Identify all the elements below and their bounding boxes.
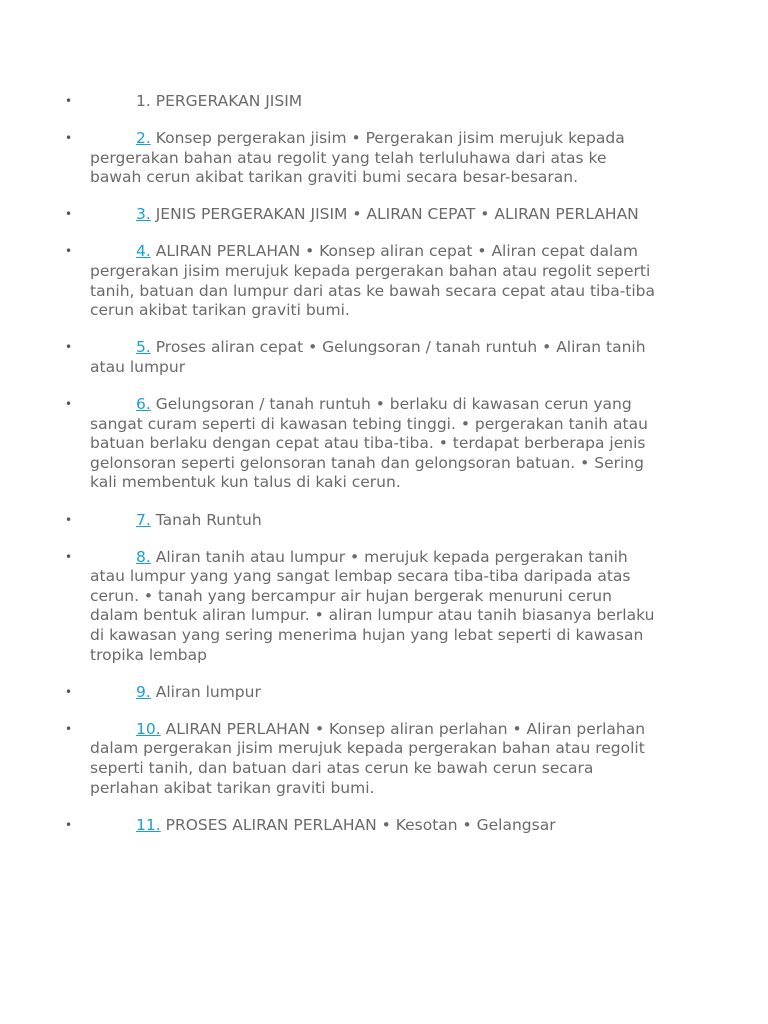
list-item <box>0 683 662 703</box>
slide-number-link[interactable]: 9. <box>136 682 151 701</box>
slide-number-link[interactable]: 5. <box>136 338 151 357</box>
bullet-icon: • <box>65 549 73 564</box>
slide-number-link[interactable]: 4. <box>136 242 151 261</box>
slide-text: Aliran tanih atau lumpur • merujuk kepada pergerakan tanih atau lumpur yang yang sangat lembap secara tiba-tiba daripada atas cerun. • tanah yang bercampur air hujan bergerak menuruni cerun dalam bentuk aliran lumpur. • aliran lumpur atau tanih biasanya berlaku di kawasan yang sering menerima hujan yang lebat seperti di kawasan tropika lembap <box>90 547 655 664</box>
bullet-icon: • <box>65 207 73 222</box>
bullet-icon: • <box>65 397 73 412</box>
slide-number: 1. <box>136 92 151 110</box>
list-item <box>0 720 662 798</box>
list-item <box>0 242 662 320</box>
slide-number-link[interactable]: 11. <box>136 815 161 834</box>
bullet-icon: • <box>65 721 73 736</box>
list-item <box>0 548 662 666</box>
list-item <box>0 816 662 836</box>
slide-number-link[interactable]: 8. <box>136 547 151 566</box>
slide-number-link[interactable]: 6. <box>136 395 151 414</box>
list-item <box>0 92 662 112</box>
bullet-icon: • <box>65 131 73 146</box>
list-item <box>0 395 662 493</box>
slide-text: Gelungsoran / tanah runtuh • berlaku di kawasan cerun yang sangat curam seperti di kawasan tebing tinggi. • pergerakan tanih atau batuan berlaku dengan cepat atau tiba-tiba. • terdapat berberapa jenis gelonsoran seperti gelonsoran tanah dan gelongsoran batuan. • Sering kali membentuk kun talus di kaki cerun. <box>90 395 648 492</box>
slide-number-link[interactable]: 10. <box>136 719 161 738</box>
bullet-icon: • <box>65 817 73 832</box>
list-item <box>0 205 662 225</box>
slide-text: JENIS PERGERAKAN JISIM • ALIRAN CEPAT • ALIRAN PERLAHAN <box>155 205 639 224</box>
bullet-icon: • <box>65 94 73 108</box>
bullet-icon: • <box>65 684 73 699</box>
slide-text: Aliran lumpur <box>155 682 261 701</box>
slide-text: ALIRAN PERLAHAN • Konsep aliran perlahan • Aliran perlahan dalam pergerakan jisim merujuk kepada pergerakan bahan atau regolit seperti tanih, dan batuan dari atas cerun ke bawah cerun secara perlahan akibat tarikan graviti bumi. <box>90 719 646 797</box>
slide-text: Proses aliran cepat • Gelungsoran / tanah runtuh • Aliran tanih atau lumpur <box>90 338 646 376</box>
slide-text: ALIRAN PERLAHAN • Konsep aliran cepat • Aliran cepat dalam pergerakan jisim merujuk kepada pergerakan bahan atau regolit seperti tanih, batuan dan lumpur dari atas ke bawah secara cepat atau tiba-tiba cerun akibat tarikan graviti bumi. <box>90 242 656 320</box>
list-item <box>0 511 662 531</box>
list-item <box>0 338 662 377</box>
slide-list <box>0 92 768 853</box>
slide-number-link[interactable]: 7. <box>136 510 151 529</box>
list-item <box>0 129 662 188</box>
slide-text: Tanah Runtuh <box>155 510 262 529</box>
slide-text: Konsep pergerakan jisim • Pergerakan jisim merujuk kepada pergerakan bahan atau regolit yang telah terluluhawa dari atas ke bawah cerun akibat tarikan graviti bumi secara besar-besaran. <box>90 129 625 187</box>
bullet-icon: • <box>65 244 73 259</box>
bullet-icon: • <box>65 512 73 527</box>
slide-number-link[interactable]: 3. <box>136 205 151 224</box>
slide-number-link[interactable]: 2. <box>136 129 151 148</box>
bullet-icon: • <box>65 340 73 355</box>
slide-text: PERGERAKAN JISIM <box>155 92 303 110</box>
slide-text: PROSES ALIRAN PERLAHAN • Kesotan • Gelangsar <box>165 815 556 834</box>
